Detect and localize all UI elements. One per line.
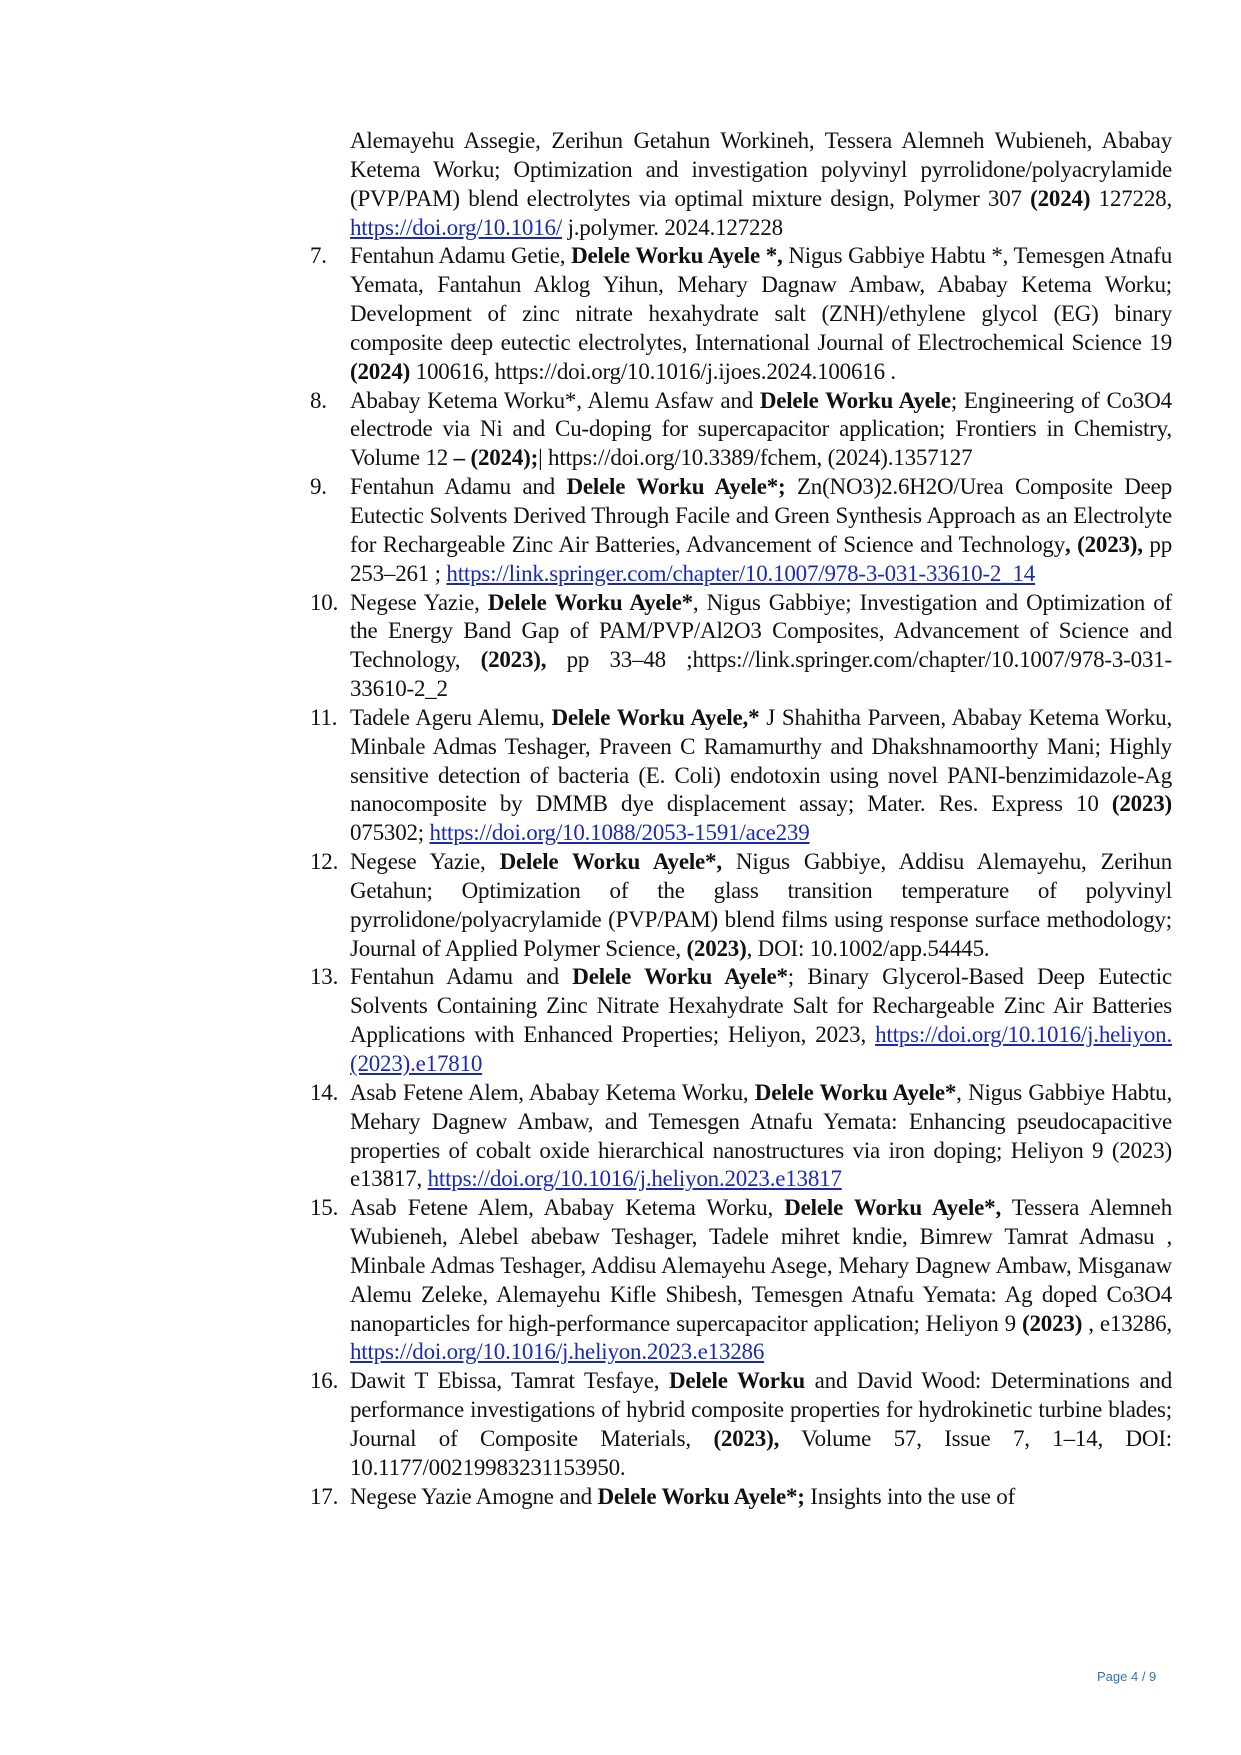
reference-11 [310, 704, 1172, 848]
reference-text: pp 253–261 ; [350, 531, 1172, 586]
reference-text: Ababay Ketema Worku*, Alemu Asfaw and [350, 387, 760, 413]
reference-text: Negese Yazie Amogne and [350, 1483, 598, 1509]
author-highlight: Delele Worku Ayele* [754, 1079, 957, 1105]
reference-text: Tessera Alemneh Wubieneh, Alebel abebaw Teshager, Tadele mihret kndie, Bimrew Tamrat Admasu , Minbale Admas Teshager, Addisu Alemayehu Asege, Mehary Dagnew Ambaw, Misganaw Alemu Zeleke, Alemayehu Kifle Shibesh, Temesgen Atnafu Yemata: Ag doped Co3O4 nanoparticles for high-performance supercapacitor application; Heliyon 9 [350, 1195, 1172, 1336]
reference-text: Dawit T Ebissa, Tamrat Tesfaye, [350, 1368, 669, 1394]
reference-text: Asab Fetene Alem, Ababay Ketema Worku, [350, 1195, 785, 1221]
reference-text: , DOI: 10.1002/app.54445. [746, 935, 990, 961]
author-highlight: Delele Worku Ayele* [487, 589, 693, 615]
reference-number: 14. [310, 1079, 339, 1105]
author-highlight: Delele Worku [668, 1368, 806, 1394]
reference-text: Zn(NO3)2.6H2O/Urea Composite Deep Eutectic Solvents Derived Through Facile and Green Synthesis Approach as an Electrolyte for Rechargeable Zinc Air Batteries, Advancement of Science and Technology [350, 474, 1172, 557]
reference-number: 16. [310, 1368, 339, 1394]
reference-8 [310, 387, 1172, 474]
doi-link[interactable]: https://doi.org/10.1016/j.heliyon.2023.e13286 [350, 1339, 765, 1365]
reference-text: , Nigus Gabbiye Habtu, Mehary Dagnew Ambaw, and Temesgen Atnafu Yemata: Enhancing pseudocapacitive properties of cobalt oxide hierarchical nanostructures via iron doping; Heliyon 9 (2023) e13817, [350, 1079, 1172, 1192]
reference-text: Fentahun Adamu and [350, 964, 573, 990]
reference-number: 17. [310, 1483, 339, 1509]
reference-text: | https://doi.org/10.3389/fchem, (2024).1357127 [538, 445, 973, 471]
doi-link[interactable]: https://doi.org/10.1016/j.heliyon.2023.e13817 [427, 1166, 842, 1192]
author-highlight: Delele Worku Ayele*, [499, 849, 722, 875]
reference-text: Nigus Gabbiye Habtu *, Temesgen Atnafu Yemata, Fantahun Aklog Yihun, Mehary Dagnaw Ambaw, Ababay Ketema Worku; Development of zinc nitrate hexahydrate salt (ZNH)/ethylene glycol (EG) binary composite deep eutectic electrolytes, International Journal of Electrochemical Science 19 [350, 243, 1173, 355]
reference-year: , (2023), [1065, 531, 1143, 557]
author-highlight: Delele Worku Ayele*, [784, 1195, 1002, 1221]
reference-text: 075302; [350, 820, 430, 846]
author-highlight: Delele Worku Ayele*; [566, 474, 786, 500]
page-number: Page 4 / 9 [1097, 1669, 1157, 1684]
reference-text: Negese Yazie, [350, 589, 488, 615]
reference-text: , Nigus Gabbiye; Investigation and Optimization of the Energy Band Gap of PAM/PVP/Al2O3 Composites, Advancement of Science and Technology, [350, 589, 1173, 673]
reference-number: 13. [310, 964, 339, 990]
reference-number: 12. [310, 849, 339, 875]
reference-text: Asab Fetene Alem, Ababay Ketema Worku, [350, 1079, 755, 1105]
reference-text: Tadele Ageru Alemu, [350, 704, 552, 730]
reference-text: and David Wood: Determinations and performance investigations of hybrid composite properties for hydrokinetic turbine blades; Journal of Composite Materials, [350, 1368, 1172, 1451]
reference-text: Fentahun Adamu and [350, 474, 567, 500]
springer-link[interactable]: https://link.springer.com/chapter/10.1007/978-3-031-33610-2_14 [446, 560, 1036, 586]
reference-list [310, 127, 1173, 1512]
reference-text: ; Binary Glycerol-Based Deep Eutectic Solvents Containing Zinc Nitrate Hexahydrate Salt for Rechargeable Zinc Air Batteries Applications with Enhanced Properties; Heliyon, 2023, [350, 964, 1172, 1048]
reference-text: , e13286, [1082, 1310, 1172, 1336]
author-highlight: Delele Worku Ayele *, [571, 243, 783, 269]
reference-text: 100616, https://doi.org/10.1016/j.ijoes.2024.100616 . [410, 358, 896, 384]
author-highlight: Delele Worku Ayele* [572, 964, 788, 990]
reference-7 [310, 242, 1173, 386]
reference-year: (2024) [1030, 185, 1091, 211]
reference-number: 8. [310, 387, 327, 413]
reference-year: – (2024); [453, 445, 539, 471]
reference-17 [310, 1483, 1172, 1512]
author-highlight: Delele Worku Ayele*; [597, 1483, 805, 1509]
reference-year: (2023), [713, 1425, 780, 1451]
author-highlight: Delele Worku Ayele,* [551, 704, 760, 730]
reference-year: (2023) [1111, 791, 1172, 817]
reference-text: Alemayehu Assegie, Zerihun Getahun Workineh, Tessera Alemneh Wubieneh, Ababay Ketema Worku; Optimization and investigation polyvinyl pyrrolidone/polyacrylamide (PVP/PAM) blend electrolytes via optimal mixture design, Polymer 307 [350, 128, 1172, 211]
reference-text: J Shahitha Parveen, Ababay Ketema Worku, Minbale Admas Teshager, Praveen C Ramamurthy and Dhakshnamoorthy Mani; Highly sensitive detection of bacteria (E. Coli) endotoxin using novel PANI-benzimidazole-Ag nanocomposite by DMMB dye displacement assay; Mater. Res. Express 10 [350, 704, 1172, 817]
reference-year: (2023) [686, 935, 747, 961]
reference-text: Fentahun Adamu Getie, [350, 243, 572, 269]
reference-number: 15. [310, 1195, 339, 1221]
reference-number: 9. [310, 474, 327, 500]
reference-9 [310, 473, 1172, 588]
reference-13 [310, 963, 1172, 1078]
author-highlight: Delele Worku Ayele [759, 387, 951, 413]
reference-text: pp 33–48 ;https://link.springer.com/chapter/10.1007/978-3-031-33610-2_2 [350, 647, 1172, 702]
reference-text: Volume 57, Issue 7, 1–14, DOI: 10.1177/00219983231153950. [350, 1425, 1172, 1480]
reference-6-continued [350, 127, 1172, 242]
reference-10 [310, 589, 1173, 704]
reference-14 [310, 1079, 1172, 1194]
reference-text: Negese Yazie, [350, 849, 500, 875]
reference-text: j.polymer. 2024.127228 [562, 214, 783, 240]
reference-15 [310, 1194, 1172, 1367]
reference-number: 11. [310, 704, 338, 730]
doi-link[interactable]: https://doi.org/10.1088/2053-1591/ace239 [429, 820, 810, 846]
reference-12 [310, 848, 1172, 963]
reference-text: Insights into the use of [804, 1483, 1016, 1509]
reference-text: Nigus Gabbiye, Addisu Alemayehu, Zerihun Getahun; Optimization of the glass transition temperature of polyvinyl pyrrolidone/polyacrylamide (PVP/PAM) blend films using response surface methodology; Journal of Applied Polymer Science, [350, 849, 1172, 961]
reference-text: 127228, [1090, 185, 1172, 211]
doi-link[interactable]: https://doi.org/10.1016/ [350, 214, 563, 240]
reference-text: ; Engineering of Co3O4 electrode via Ni and Cu-doping for supercapacitor application; Frontiers in Chemistry, Volume 12 [350, 387, 1172, 471]
reference-year: (2023), [480, 647, 547, 673]
reference-number: 10. [310, 589, 339, 615]
reference-16 [310, 1367, 1172, 1482]
reference-number: 7. [310, 243, 327, 269]
reference-year: (2024) [350, 358, 411, 384]
doi-link[interactable]: https://doi.org/10.1016/j.heliyon.(2023).e17810 [350, 1022, 1172, 1076]
reference-year: (2023) [1022, 1310, 1083, 1336]
